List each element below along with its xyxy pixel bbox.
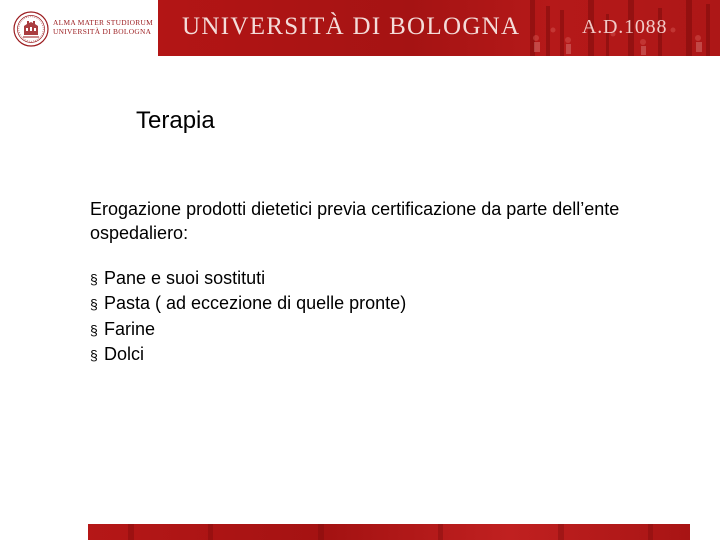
list-item-text: Pasta ( ad eccezione di quelle pronte) — [104, 293, 407, 314]
footer-photo — [88, 524, 690, 540]
list-item — [90, 342, 406, 367]
slide-title: Terapia — [136, 107, 215, 134]
list-item-text: Dolci — [104, 343, 145, 364]
bullet-marker: § — [90, 271, 98, 287]
intro-paragraph: Erogazione prodotti dietetici previa certificazione da parte dell’ente ospedaliero: — [90, 199, 620, 243]
banner-date: A.D.1088 — [582, 16, 668, 38]
header — [0, 0, 720, 56]
university-seal-icon — [13, 11, 49, 47]
list-item — [90, 317, 406, 342]
logo-line-1: ALMA MATER STUDIORUM — [53, 18, 154, 27]
footer-banner — [88, 524, 690, 540]
list-item — [90, 266, 406, 291]
bullet-marker: § — [90, 296, 98, 313]
list-item — [90, 291, 406, 316]
bullet-list — [90, 266, 406, 367]
logo-line-2: UNIVERSITÀ DI BOLOGNA — [53, 27, 152, 36]
bullet-marker: § — [90, 321, 98, 338]
header-banner — [158, 0, 720, 56]
banner-title: UNIVERSITÀ DI BOLOGNA — [182, 13, 521, 40]
university-logo — [0, 0, 158, 56]
logo-wordmark — [53, 18, 157, 36]
list-item-text: Pane e suoi sostituti — [104, 268, 266, 288]
bullet-marker: § — [90, 346, 98, 363]
list-item-text: Farine — [104, 318, 156, 339]
